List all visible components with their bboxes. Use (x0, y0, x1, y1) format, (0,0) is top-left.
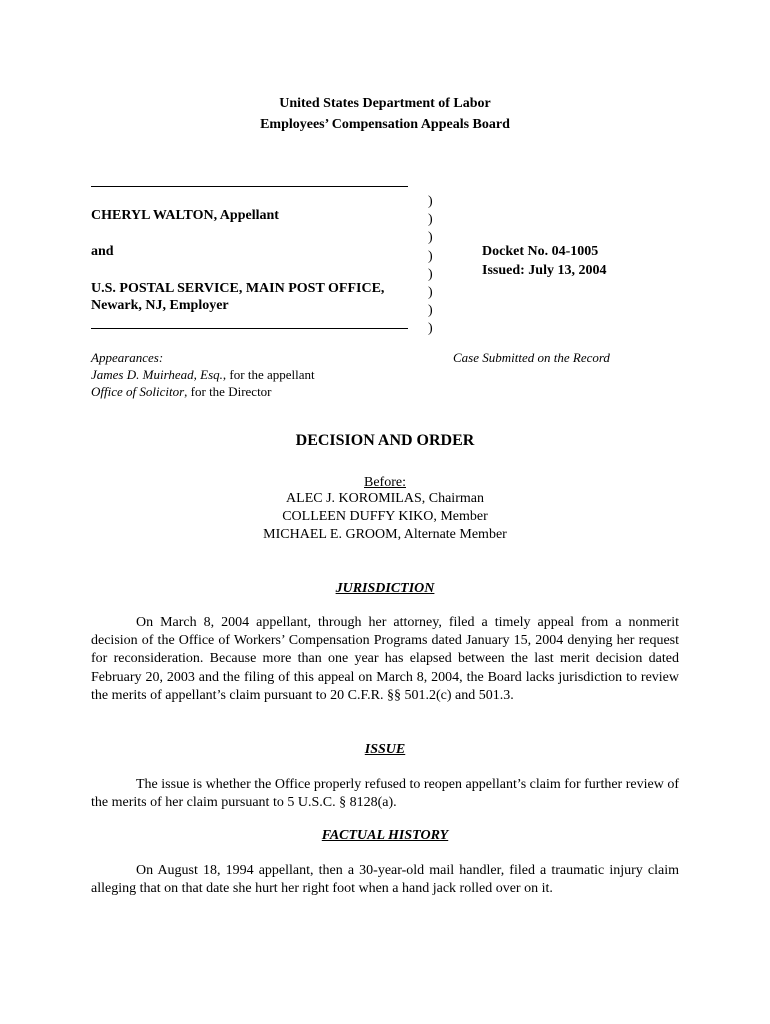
paren: ) (428, 303, 433, 319)
director-counsel: Office of Solicitor (91, 384, 185, 399)
appellant-counsel-role: , for the appellant (222, 367, 315, 382)
jurisdiction-paragraph: On March 8, 2004 appellant, through her attorney, filed a timely appeal from a nonmerit decision of the Office of Workers’ Compensation Programs dated January 15, 2004 denying her request for reconsideration. Because more than one year has elapsed between the last merit decision dated February 20, 2003 and the filing of this appeal on March 8, 2004, the Board lacks jurisdiction to review the merits of appellant’s claim pursuant to 20 C.F.R. §§ 501.2(c) and 501.3. (91, 615, 679, 703)
paren: ) (428, 266, 433, 282)
paren: ) (428, 212, 433, 228)
paren: ) (428, 321, 433, 337)
jurisdiction-heading: JURISDICTION (335, 581, 435, 596)
caption-bottom-rule (91, 328, 408, 329)
director-counsel-role: , for the Director (184, 384, 272, 399)
appellant-counsel: James D. Muirhead, Esq. (91, 367, 223, 382)
appearances-label: Appearances: (91, 350, 164, 365)
appellant-name: CHERYL WALTON, Appellant (91, 208, 279, 223)
factual-history-heading: FACTUAL HISTORY (321, 828, 449, 843)
caption-and: and (91, 244, 114, 259)
decision-title: DECISION AND ORDER (295, 432, 475, 449)
issued-date: Issued: July 13, 2004 (482, 263, 607, 278)
case-submitted-note: Case Submitted on the Record (453, 350, 610, 365)
issue-heading: ISSUE (364, 742, 406, 757)
paren: ) (428, 194, 433, 209)
before-label: Before: (364, 475, 406, 490)
appearance-appellant (91, 366, 315, 383)
employer-line2: Newark, NJ, Employer (91, 298, 229, 313)
paren: ) (428, 285, 433, 301)
caption-top-rule (91, 186, 408, 187)
panel-member-alternate: MICHAEL E. GROOM, Alternate Member (263, 527, 507, 542)
caption-parentheses (428, 193, 433, 339)
panel-member: COLLEEN DUFFY KIKO, Member (282, 509, 488, 524)
factual-history-paragraph: On August 18, 1994 appellant, then a 30-year-old mail handler, filed a traumatic injury claim alleging that on that date she hurt her right foot when a hand jack rolled over on it. (91, 863, 679, 897)
paren: ) (428, 230, 433, 246)
appearance-director (91, 383, 272, 400)
panel-member-chairman: ALEC J. KOROMILAS, Chairman (286, 491, 484, 506)
docket-number: Docket No. 04-1005 (482, 244, 599, 259)
employer-line1: U.S. POSTAL SERVICE, MAIN POST OFFICE, (91, 281, 385, 296)
agency-name: United States Department of Labor (279, 96, 491, 111)
board-name: Employees’ Compensation Appeals Board (260, 117, 510, 132)
paren: ) (428, 248, 433, 264)
issue-paragraph: The issue is whether the Office properly refused to reopen appellant’s claim for further review of the merits of her claim pursuant to 5 U.S.C. § 8128(a). (91, 777, 679, 811)
